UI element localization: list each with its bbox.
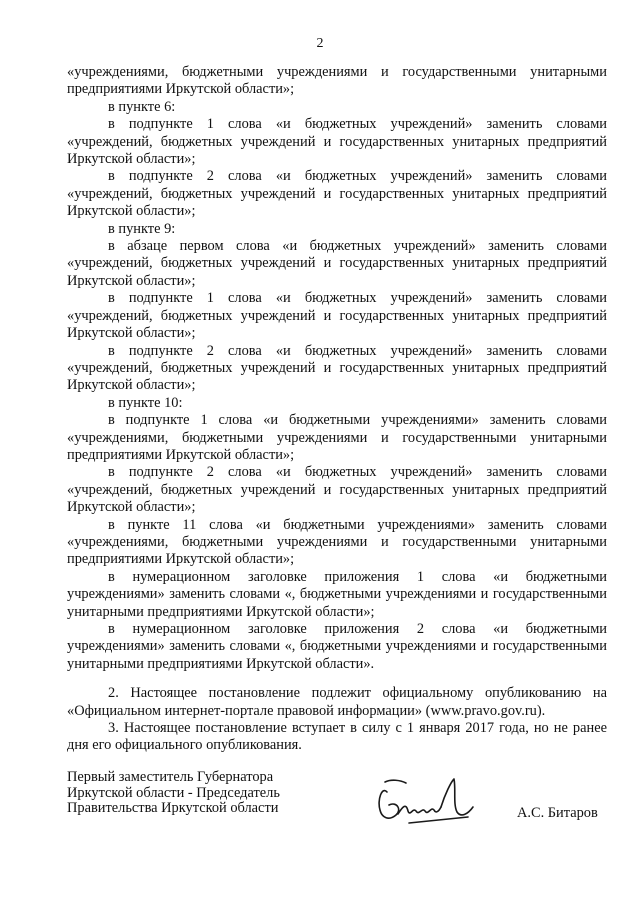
paragraph: в подпункте 1 слова «и бюджетных учреждений» заменить словами «учреждений, бюджетных учреждений и государственных унитарных предприятий Иркутской области»;	[67, 290, 607, 342]
paragraph: в подпункте 2 слова «и бюджетных учреждений» заменить словами «учреждений, бюджетных учреждений и государственных унитарных предприятий Иркутской области»;	[67, 464, 607, 516]
paragraph: в пункте 11 слова «и бюджетными учреждениями» заменить словами «учреждениями, бюджетными учреждениями и государственными унитарными предприятиями Иркутской области»;	[67, 516, 607, 568]
paragraph: в пункте 9:	[108, 220, 176, 237]
handwritten-signature	[373, 774, 477, 828]
signatory-title-line: Первый заместитель Губернатора	[67, 769, 274, 785]
paragraph: в пункте 6:	[108, 98, 176, 115]
paragraph: в абзаце первом слова «и бюджетных учреждений» заменить словами «учреждений, бюджетных учреждений и государственных унитарных предприятий Иркутской области»;	[67, 238, 607, 289]
page-number: 2	[316, 36, 324, 51]
paragraph-effective-date: 3. Настоящее постановление вступает в силу с 1 января 2017 года, но не ранее дня его официального опубликования.	[67, 720, 607, 754]
paragraph-publication: 2. Настоящее постановление подлежит официальному опубликованию на «Официальном интернет-портале правовой информации» (www.pravo.gov.ru).	[67, 685, 607, 719]
document-body	[67, 64, 607, 755]
paragraph: в пункте 10:	[108, 394, 183, 411]
signatory-name: А.С. Битаров	[517, 805, 598, 821]
paragraph: в нумерационном заголовке приложения 1 слова «и бюджетными учреждениями» заменить словами «, бюджетными учреждениями и государственными унитарными предприятиями Иркутской области»;	[67, 568, 607, 620]
paragraph: «учреждениями, бюджетными учреждениями и государственными унитарными предприятиями Иркутской области»;	[67, 64, 607, 98]
section-gap	[67, 673, 607, 685]
paragraph: в подпункте 1 слова «и бюджетными учреждениями» заменить словами «учреждениями, бюджетными учреждениями и государственными унитарными предприятиями Иркутской области»;	[67, 412, 607, 463]
paragraph: в подпункте 2 слова «и бюджетных учреждений» заменить словами «учреждений, бюджетных учреждений и государственных унитарных предприятий Иркутской области»;	[67, 168, 607, 220]
signatory-title	[67, 770, 280, 817]
paragraph: в подпункте 2 слова «и бюджетных учреждений» заменить словами «учреждений, бюджетных учреждений и государственных унитарных предприятий Иркутской области»;	[67, 342, 607, 394]
signatory-title-line: Иркутской области - Председатель	[67, 784, 280, 801]
paragraph: в нумерационном заголовке приложения 2 слова «и бюджетными учреждениями» заменить словами «, бюджетными учреждениями и государственными унитарными предприятиями Иркутской области».	[67, 621, 607, 672]
paragraph: в подпункте 1 слова «и бюджетных учреждений» заменить словами «учреждений, бюджетных учреждений и государственных унитарных предприятий Иркутской области»;	[67, 116, 607, 168]
signatory-title-line: Правительства Иркутской области	[67, 800, 279, 816]
